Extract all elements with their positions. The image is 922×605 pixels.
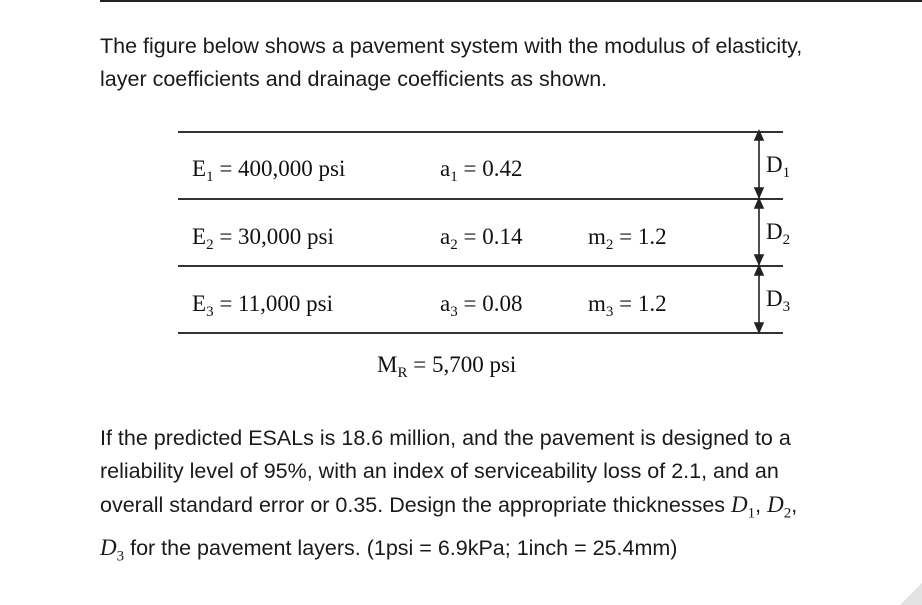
d3-top-arrowhead bbox=[755, 266, 763, 275]
math-d1 bbox=[731, 492, 756, 522]
a1-value: = 0.42 bbox=[457, 156, 523, 181]
question-line-2: reliability level of 95%, with an index of serviceability loss of 2.1, and an bbox=[100, 459, 779, 483]
d3-subscript: 3 bbox=[782, 299, 791, 315]
d1-bottom-arrowhead bbox=[755, 188, 763, 197]
e2-symbol: E bbox=[192, 224, 207, 249]
a3-symbol: a bbox=[440, 291, 451, 316]
m2-symbol: m bbox=[588, 224, 606, 249]
layer-2-drainage bbox=[588, 224, 667, 253]
question-line-3-text: overall standard error or 0.35. Design the appropriate thicknesses bbox=[100, 493, 732, 517]
m3-symbol: m bbox=[588, 291, 606, 316]
math-d3 bbox=[100, 534, 125, 565]
question-line-4 bbox=[100, 531, 900, 574]
question-line-1: If the predicted ESALs is 18.6 million, and the pavement is designed to a bbox=[100, 426, 791, 450]
layer-3-modulus bbox=[192, 291, 334, 320]
d1-top-arrowhead bbox=[755, 131, 763, 140]
d1-symbol: D bbox=[766, 152, 783, 177]
layer-3-drainage bbox=[588, 291, 667, 320]
subgrade-resilient-modulus bbox=[377, 352, 517, 381]
layer-top-line bbox=[178, 131, 783, 133]
layer-2-coefficient bbox=[440, 224, 523, 253]
intro-line-2: layer coefficients and drainage coefficients as shown. bbox=[100, 67, 608, 91]
question-line-4-text: for the pavement layers. (1psi = 6.9kPa; 1inch = 25.4mm) bbox=[124, 535, 678, 560]
math-d2-symbol: D bbox=[767, 492, 784, 517]
d1-label bbox=[766, 152, 791, 181]
e3-symbol: E bbox=[192, 291, 207, 316]
a2-subscript: 2 bbox=[450, 237, 458, 253]
mr-value: = 5,700 psi bbox=[407, 352, 517, 377]
layer-1-modulus bbox=[192, 156, 346, 185]
intro-line-1: The figure below shows a pavement system with the modulus of elasticity, bbox=[100, 34, 803, 58]
a3-value: = 0.08 bbox=[457, 291, 523, 316]
e2-subscript: 2 bbox=[206, 237, 214, 253]
e2-value: = 30,000 psi bbox=[213, 224, 334, 249]
layer-1-coefficient bbox=[440, 156, 523, 185]
mr-symbol: M bbox=[377, 352, 398, 377]
d2-top-arrowhead bbox=[755, 199, 763, 208]
a2-symbol: a bbox=[440, 224, 451, 249]
d2-subscript: 2 bbox=[782, 232, 791, 248]
math-comma-2: , bbox=[791, 493, 798, 517]
layer-3-coefficient bbox=[440, 291, 523, 320]
mr-subscript: R bbox=[397, 365, 408, 381]
a1-symbol: a bbox=[440, 156, 451, 181]
math-d2 bbox=[767, 492, 792, 522]
corner-resize-grip-icon bbox=[900, 583, 922, 605]
d3-bottom-arrowhead bbox=[755, 323, 763, 332]
m2-subscript: 2 bbox=[605, 237, 614, 253]
question-line-3 bbox=[100, 488, 900, 531]
m2-value: = 1.2 bbox=[613, 224, 667, 249]
e1-symbol: E bbox=[192, 156, 207, 181]
a3-subscript: 3 bbox=[450, 304, 458, 320]
math-d1-symbol: D bbox=[731, 492, 748, 517]
layer-1-2-boundary bbox=[178, 198, 783, 200]
e1-value: = 400,000 psi bbox=[213, 156, 346, 181]
math-d3-subscript: 3 bbox=[116, 548, 125, 565]
e3-value: = 11,000 psi bbox=[213, 291, 334, 316]
math-d3-symbol: D bbox=[100, 534, 117, 560]
question-paragraph bbox=[100, 422, 900, 573]
math-d2-subscript: 2 bbox=[783, 505, 792, 522]
e3-subscript: 3 bbox=[206, 304, 214, 320]
d2-symbol: D bbox=[766, 219, 783, 244]
math-comma-1: , bbox=[755, 493, 762, 517]
layer-2-modulus bbox=[192, 224, 334, 253]
d3-symbol: D bbox=[766, 286, 783, 311]
d1-subscript: 1 bbox=[782, 165, 791, 181]
d2-bottom-arrowhead bbox=[755, 255, 763, 264]
d2-label bbox=[766, 219, 791, 248]
m3-subscript: 3 bbox=[605, 304, 614, 320]
a2-value: = 0.14 bbox=[457, 224, 523, 249]
m3-value: = 1.2 bbox=[613, 291, 667, 316]
d3-label bbox=[766, 286, 791, 315]
math-d1-subscript: 1 bbox=[747, 505, 756, 522]
layer-2-3-boundary bbox=[178, 265, 783, 267]
a1-subscript: 1 bbox=[450, 169, 458, 185]
e1-subscript: 1 bbox=[206, 169, 214, 185]
layer-3-bottom-line bbox=[178, 332, 783, 334]
